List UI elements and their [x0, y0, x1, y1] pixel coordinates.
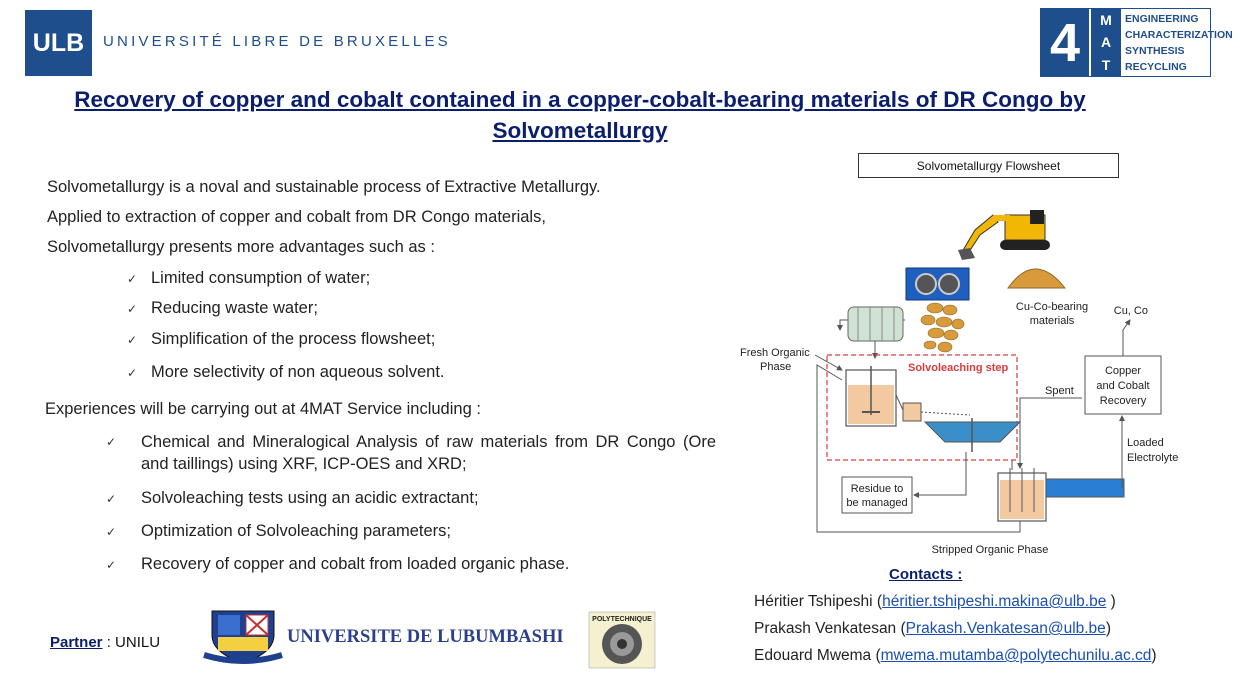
- crushed-ore-icon: [921, 303, 964, 352]
- contacts-title: Contacts :: [889, 566, 963, 583]
- ore-pile-icon: [1008, 269, 1065, 288]
- check-icon: ✓: [127, 272, 138, 286]
- unilu-crest-logo: [204, 605, 282, 667]
- partner-label: Partner: [50, 634, 103, 651]
- solvoleaching-step-label: Solvoleaching step: [908, 362, 1009, 374]
- 4mat-logo: [1040, 8, 1233, 77]
- leach-tank-icon: [846, 366, 896, 426]
- contact-name: Prakash Venkatesan (: [754, 620, 906, 637]
- contact-line: [754, 593, 1116, 611]
- ulb-name: UNIVERSITÉ LIBRE DE BRUXELLES: [103, 33, 451, 50]
- intro-line: Applied to extraction of copper and cobalt from DR Congo materials,: [47, 208, 546, 226]
- fresh-organic-label-1: Fresh Organic: [740, 347, 810, 359]
- contact-line: [754, 647, 1157, 665]
- spent-label: Spent: [1045, 385, 1074, 397]
- cu-co-label: Cu, Co: [1113, 305, 1148, 317]
- loaded-label-1: Loaded: [1127, 437, 1164, 449]
- check-icon: ✓: [127, 366, 138, 380]
- partner-sep: :: [102, 634, 116, 651]
- contact-email-link[interactable]: héritier.tshipeshi.makina@ulb.be: [882, 593, 1107, 610]
- ball-mill-icon: [848, 307, 903, 341]
- experience-item: Optimization of Solvoleaching parameters;: [141, 522, 451, 540]
- check-icon: ✓: [106, 492, 117, 506]
- partner-name: UNILU: [115, 634, 161, 651]
- advantage-item: Limited consumption of water;: [151, 269, 371, 287]
- stripped-organic-label: Stripped Organic Phase: [931, 544, 1049, 556]
- contact-email-link[interactable]: mwema.mutamba@polytechunilu.ac.cd: [880, 647, 1152, 664]
- electrowinning-cell-icon: [998, 468, 1046, 521]
- recovery-label-1: Copper: [1104, 365, 1142, 377]
- experience-item: Chemical and Mineralogical Analysis of raw materials from DR Congo (Ore and taillings) using XRF, ICP-OES and XRD;: [141, 433, 716, 473]
- 4mat-numeral: 4: [1041, 9, 1089, 76]
- contact-name: Héritier Tshipeshi (: [754, 593, 883, 610]
- experience-item: Solvoleaching tests using an acidic extractant;: [141, 489, 479, 507]
- excavator-icon: [958, 210, 1050, 260]
- intro-line: Solvometallurgy is a noval and sustainable process of Extractive Metallurgy.: [47, 178, 601, 196]
- page-title: Recovery of copper and cobalt contained in a copper-cobalt-bearing materials of DR Congo by Solvometallurgy: [74, 87, 1086, 143]
- experience-item: Recovery of copper and cobalt from loaded organic phase.: [141, 555, 570, 573]
- filter-icon: [903, 403, 921, 421]
- electrolyte-pipe-icon: [1046, 479, 1124, 497]
- 4mat-letter: A: [1100, 34, 1112, 51]
- flowsheet-label: Solvometallurgy Flowsheet: [858, 153, 1119, 178]
- experiences-intro: Experiences will be carrying out at 4MAT Service including :: [45, 400, 481, 418]
- 4mat-word: SYNTHESIS: [1125, 45, 1185, 57]
- crusher-icon: [906, 268, 969, 300]
- partner-line: [50, 634, 160, 651]
- check-icon: ✓: [127, 333, 138, 347]
- polytechnique-logo: [587, 610, 657, 670]
- 4mat-letters: [1091, 9, 1121, 76]
- contact-name: Edouard Mwema (: [754, 647, 881, 664]
- intro-line: Solvometallurgy presents more advantages such as :: [47, 238, 435, 256]
- ore-label-1: Cu-Co-bearing: [1015, 301, 1089, 313]
- recovery-label-2: and Cobalt: [1096, 380, 1150, 392]
- contact-email-link[interactable]: Prakash.Venkatesan@ulb.be: [905, 620, 1106, 637]
- check-icon: ✓: [106, 558, 117, 572]
- contact-line: [754, 620, 1111, 638]
- ore-label-2: materials: [1029, 315, 1075, 327]
- 4mat-letter: T: [1101, 56, 1111, 73]
- fresh-organic-label-2: Phase: [760, 361, 792, 373]
- thickener-icon: [925, 418, 1020, 452]
- advantage-item: Reducing waste water;: [151, 299, 318, 317]
- 4mat-word: RECYCLING: [1125, 61, 1187, 73]
- check-icon: ✓: [127, 302, 138, 316]
- flowsheet-diagram: [730, 190, 1179, 565]
- unilu-name: UNIVERSITE DE LUBUMBASHI: [287, 627, 564, 647]
- advantage-item: Simplification of the process flowsheet;: [151, 330, 436, 348]
- contact-suffix: ): [1151, 647, 1157, 664]
- recovery-label-3: Recovery: [1099, 395, 1147, 407]
- residue-label-1: Residue to: [850, 483, 904, 495]
- polytechnique-logo-text: POLYTECHNIQUE: [592, 616, 652, 623]
- 4mat-letter: M: [1100, 12, 1112, 29]
- check-icon: ✓: [106, 525, 117, 539]
- 4mat-words: [1125, 11, 1233, 75]
- loaded-label-2: Electrolyte: [1127, 452, 1179, 464]
- check-icon: ✓: [106, 435, 117, 449]
- contact-suffix: ): [1105, 620, 1111, 637]
- residue-label-2: be managed: [846, 497, 908, 509]
- advantage-item: More selectivity of non aqueous solvent.: [151, 363, 445, 381]
- contact-suffix: ): [1106, 593, 1116, 610]
- 4mat-word: ENGINEERING: [1125, 13, 1199, 25]
- 4mat-word: CHARACTERIZATION: [1125, 29, 1233, 41]
- ulb-logo: ULB: [25, 10, 92, 76]
